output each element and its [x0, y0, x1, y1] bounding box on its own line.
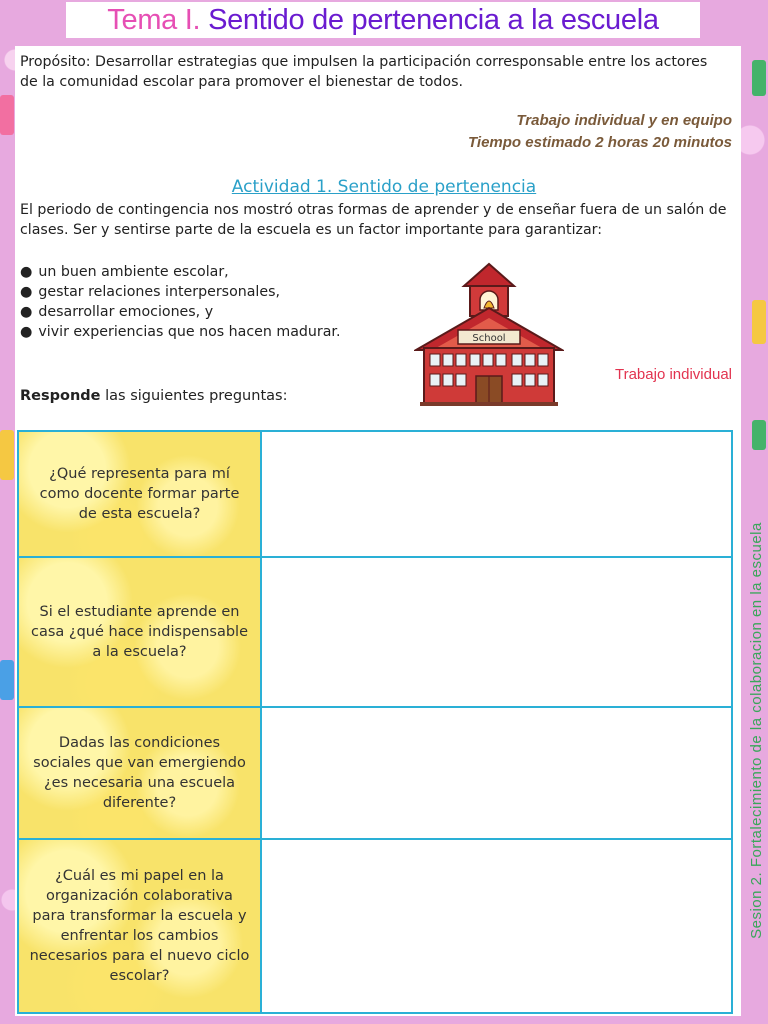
- crayon-decoration: [0, 95, 14, 135]
- question-cell: Si el estudiante aprende en casa ¿qué hace indispensable a la escuela?: [19, 558, 262, 706]
- individual-work-label: Trabajo individual: [614, 366, 732, 383]
- crayon-decoration: [752, 60, 766, 96]
- title-main: Sentido de pertenencia a la escuela: [208, 4, 659, 36]
- bullet-list: [20, 262, 420, 342]
- bullet-dot: ●: [20, 324, 33, 340]
- page-title: [107, 4, 658, 36]
- list-item: ● un buen ambiente escolar,: [20, 264, 229, 280]
- answer-cell[interactable]: [264, 708, 731, 838]
- work-mode: Trabajo individual y en equipo: [516, 112, 732, 129]
- bullet-dot: ●: [20, 284, 33, 300]
- table-row: [19, 558, 731, 708]
- session-side-label: Sesion 2. Fortalecimiento de la colaboracion en la escuela: [747, 521, 765, 939]
- question-cell: ¿Qué representa para mí como docente formar parte de esta escuela?: [19, 432, 262, 556]
- estimated-time: Tiempo estimado 2 horas 20 minutos: [468, 134, 732, 151]
- crayon-decoration: [0, 430, 14, 480]
- answer-cell[interactable]: [264, 558, 731, 706]
- title-banner: [66, 2, 700, 38]
- answer-cell[interactable]: [264, 840, 731, 1012]
- school-sign-text: School: [472, 333, 506, 344]
- bullet-dot: ●: [20, 304, 33, 320]
- purpose-text: Propósito: Desarrollar estrategias que impulsen la participación corresponsable entre los actores de la comunidad escolar para promover el bienestar de todos.: [20, 54, 708, 90]
- question-cell: ¿Cuál es mi papel en la organización colaborativa para transformar la escuela y enfrentar los cambios necesarios para el nuevo ciclo escolar?: [19, 840, 262, 1012]
- title-prefix: Tema I.: [107, 4, 201, 36]
- list-item: ● vivir experiencias que nos hacen madurar.: [20, 324, 341, 340]
- school-house-icon: [414, 258, 564, 408]
- table-row: [19, 432, 731, 558]
- respond-bold: Responde: [20, 388, 101, 404]
- respond-instruction: Responde las siguientes preguntas:: [20, 388, 288, 404]
- question-cell: Dadas las condiciones sociales que van emergiendo ¿es necesaria una escuela diferente?: [19, 708, 262, 838]
- bullet-dot: ●: [20, 264, 33, 280]
- crayon-decoration: [752, 300, 766, 344]
- table-row: [19, 708, 731, 840]
- activity-title: Actividad 1. Sentido de pertenencia: [231, 177, 537, 197]
- answer-cell[interactable]: [264, 432, 731, 556]
- crayon-decoration: [0, 660, 14, 700]
- activity-intro: El periodo de contingencia nos mostró otras formas de aprender y de enseñar fuera de un salón de clases. Ser y sentirse parte de la escuela es un factor importante para garantizar:: [20, 202, 727, 238]
- list-item: ● gestar relaciones interpersonales,: [20, 284, 281, 300]
- list-item: ● desarrollar emociones, y: [20, 304, 214, 320]
- questions-table: [17, 430, 733, 1014]
- table-row: [19, 840, 731, 1012]
